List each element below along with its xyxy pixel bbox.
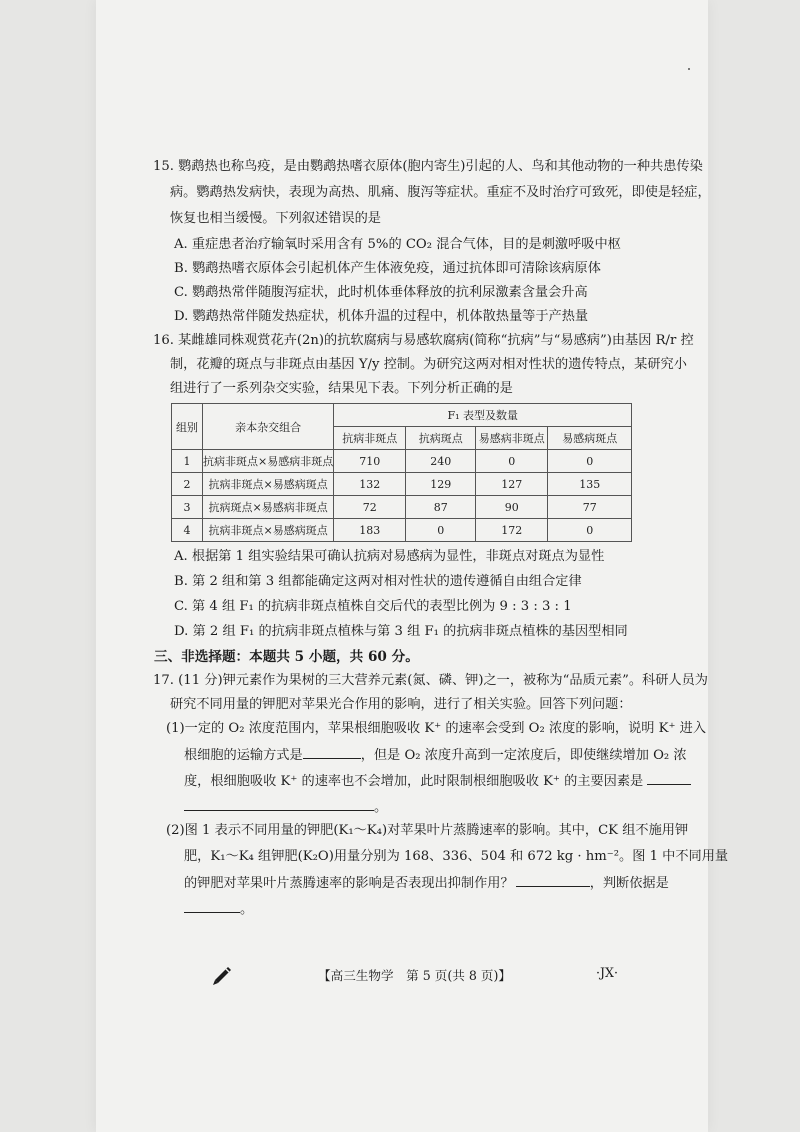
q15-stem-line-1: 15. 鹦鹉热也称鸟疫，是由鹦鹉热嗜衣原体(胞内寄生)引起的人、鸟和其他动物的一种共患传染 [153,159,703,174]
q17-part1-end: 。 [374,800,388,815]
cell-value: 129 [406,473,476,496]
cell-group: 2 [172,473,203,496]
cell-value: 132 [334,473,406,496]
q16-stem-line-1: 16. 某雌雄同株观赏花卉(2n)的抗软腐病与易感软腐病(简称“抗病”与“易感病”)由基因 R/r 控 [153,333,694,348]
header-f1-col: 易感病斑点 [548,427,632,450]
section-3-heading: 三、非选择题：本题共 5 小题，共 60 分。 [154,649,419,665]
page-footer-code: ·JX· [596,965,619,980]
q16-option-b: B. 第 2 组和第 3 组都能确定这两对相对性状的遗传遵循自由组合定律 [174,574,582,589]
page-footer-label: 【高三生物学 第 5 页(共 8 页)】 [318,968,511,983]
cell-group: 3 [172,496,203,519]
cell-cross: 抗病非斑点×易感病非斑点 [203,450,334,473]
q15-stem-line-2: 病。鹦鹉热发病快，表现为高热、肌痛、腹泻等症状。重症不及时治疗可致死，即使是轻症， [170,185,711,200]
q15-option-c: C. 鹦鹉热常伴随腹泻症状，此时机体垂体释放的抗利尿激素含量会升高 [174,285,588,300]
cell-value: 0 [548,450,632,473]
scan-speck [688,68,690,70]
q15-option-b: B. 鹦鹉热嗜衣原体会引起机体产生体液免疫，通过抗体即可清除该病原体 [174,261,601,276]
cell-cross: 抗病非斑点×易感病斑点 [203,519,334,542]
cell-cross: 抗病非斑点×易感病斑点 [203,473,334,496]
cell-value: 72 [334,496,406,519]
q16-option-a: A. 根据第 1 组实验结果可确认抗病对易感病为显性，非斑点对斑点为显性 [174,549,605,564]
cell-cross: 抗病斑点×易感病非斑点 [203,496,334,519]
cell-value: 0 [476,450,548,473]
cell-value: 0 [548,519,632,542]
answer-blank-limit-factor[interactable] [184,798,374,811]
header-parent-cross: 亲本杂交组合 [203,404,334,450]
q17-part2-line-1: (2)图 1 表示不同用量的钾肥(K₁～K₄)对苹果叶片蒸腾速率的影响。其中，CK 组不施用钾 [166,823,689,838]
q16-stem-line-2: 制，花瓣的斑点与非斑点由基因 Y/y 控制。为研究这两对相对性状的遗传特点，某研究小 [170,357,687,372]
cell-value: 710 [334,450,406,473]
q17-part2-end: 。 [240,902,254,917]
cell-group: 4 [172,519,203,542]
q17-part2-line-4 [184,900,253,919]
cell-value: 172 [476,519,548,542]
q17-part1-text-b: ，但是 O₂ 浓度升高到一定浓度后，即使继续增加 O₂ 浓 [360,748,687,763]
table-row [172,496,632,519]
cell-value: 0 [406,519,476,542]
header-f1-col: 抗病斑点 [406,427,476,450]
table-row [172,519,632,542]
cell-value: 240 [406,450,476,473]
q16-option-d: D. 第 2 组 F₁ 的抗病非斑点植株与第 3 组 F₁ 的抗病非斑点植株的基因型相同 [174,624,628,639]
cell-value: 183 [334,519,406,542]
cell-value: 127 [476,473,548,496]
q15-option-d: D. 鹦鹉热常伴随发热症状，机体升温的过程中，机体散热量等于产热量 [174,309,589,324]
answer-blank-inhibition[interactable] [516,874,590,887]
q15-stem-line-3: 恢复也相当缓慢。下列叙述错误的是 [170,211,381,226]
table-row [172,450,632,473]
q15-option-a: A. 重症患者治疗输氧时采用含有 5%的 CO₂ 混合气体，目的是刺激呼吸中枢 [174,237,621,252]
cell-value: 87 [406,496,476,519]
q17-part1-line-1: (1)一定的 O₂ 浓度范围内，苹果根细胞吸收 K⁺ 的速率会受到 O₂ 浓度的影响，说明 K⁺ 进入 [166,721,707,736]
cell-value: 77 [548,496,632,519]
cell-group: 1 [172,450,203,473]
q17-stem-line-1: 17. (11 分)钾元素作为果树的三大营养元素(氮、磷、钾)之一，被称为“品质元素”。科研人员为 [153,673,708,688]
answer-blank-basis[interactable] [184,900,240,913]
cell-value: 90 [476,496,548,519]
header-group: 组别 [172,404,203,450]
pencil-icon [210,962,234,986]
cell-value: 135 [548,473,632,496]
q17-part1-line-2 [184,746,687,765]
q17-part2-line-3 [184,874,669,893]
answer-blank-transport[interactable] [303,746,361,759]
q17-stem-line-2: 研究不同用量的钾肥对苹果光合作用的影响，进行了相关实验。回答下列问题： [170,697,632,712]
q17-part2-line-2: 肥，K₁～K₄ 组钾肥(K₂O)用量分别为 168、336、504 和 672 kg · hm⁻²。图 1 中不同用量 [184,849,729,864]
q17-part1-line-4 [184,798,387,817]
q16-stem-line-3: 组进行了一系列杂交实验，结果见下表。下列分析正确的是 [170,381,513,396]
q17-part1-text-c: 度，根细胞吸收 K⁺ 的速率也不会增加，此时限制根细胞吸收 K⁺ 的主要因素是 [184,774,644,789]
f1-results-table [171,403,632,542]
q17-part1-text-a: 根细胞的运输方式是 [184,748,303,763]
q17-part2-text-b: ，判断依据是 [589,876,669,891]
q17-part1-line-3 [184,772,691,791]
header-f1-col: 抗病非斑点 [334,427,406,450]
table-row [172,473,632,496]
header-f1: F₁ 表型及数量 [334,404,632,427]
header-f1-col: 易感病非斑点 [476,427,548,450]
answer-blank-limit-factor-start[interactable] [647,772,691,785]
q17-part2-text-a: 的钾肥对苹果叶片蒸腾速率的影响是否表现出抑制作用？ [184,876,514,891]
q16-option-c: C. 第 4 组 F₁ 的抗病非斑点植株自交后代的表型比例为 9 : 3 : 3 : 1 [174,599,572,614]
